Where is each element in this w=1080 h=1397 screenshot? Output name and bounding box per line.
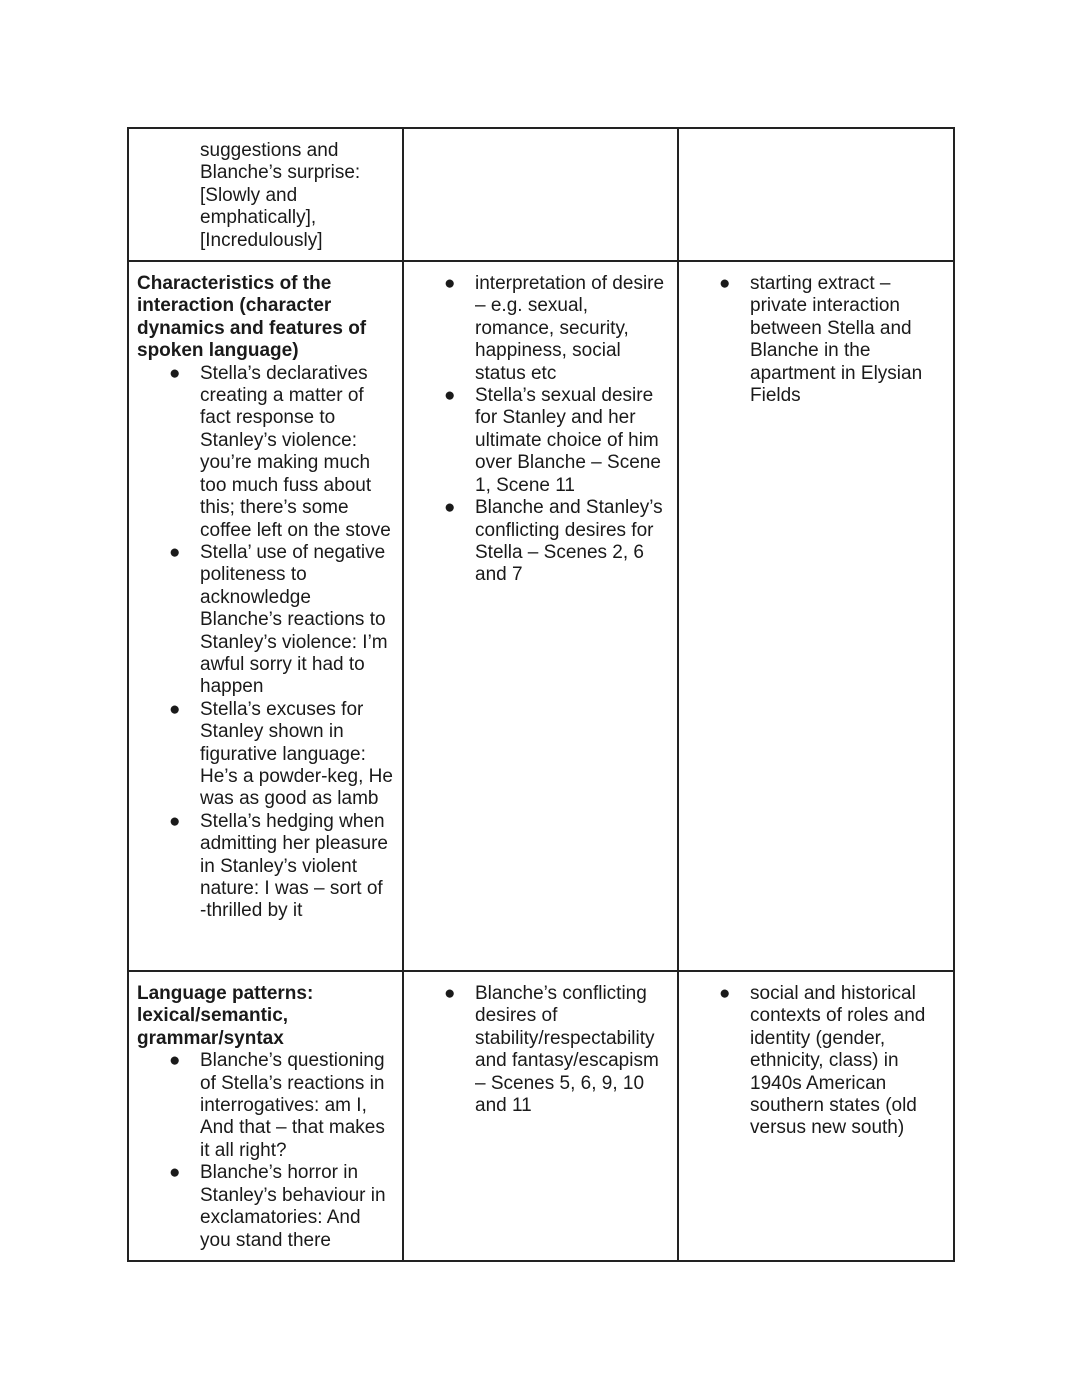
- bullet-icon: ●: [444, 273, 456, 295]
- notes-table: [127, 127, 955, 1262]
- bullet-icon: ●: [169, 1162, 181, 1184]
- list-item: ● Blanche and Stanley’s conflicting desires for Stella – Scenes 2, 6 and 7: [444, 497, 663, 586]
- list-item: ● Blanche’s horror in Stanley’s behaviour in exclamatories: And you stand there: [169, 1162, 386, 1251]
- table-cell: [128, 971, 403, 1261]
- bullet-list: [137, 363, 394, 923]
- cell-text: suggestions and Blanche’s surprise: [Slowly and emphatically], [Incredulously]: [200, 140, 361, 251]
- list-item: ● Stella’ use of negative politeness to acknowledge Blanche’s reactions to Stanley’s violence: I’m awful sorry it had to happen: [169, 541, 388, 698]
- section-heading: Characteristics of the interaction (character dynamics and features of spoken language): [137, 273, 367, 362]
- bullet-list: [687, 983, 945, 1140]
- bullet-list: [137, 1050, 394, 1252]
- table-cell: [403, 971, 678, 1261]
- table-cell: [403, 128, 678, 261]
- bullet-icon: ●: [444, 983, 456, 1005]
- bullet-list: [687, 273, 945, 407]
- bullet-icon: ●: [444, 497, 456, 519]
- table-row: [128, 261, 954, 971]
- bullet-icon: ●: [169, 541, 181, 563]
- list-item: ● Stella’s hedging when admitting her pleasure in Stanley’s violent nature: I was – sort of -thrilled by it: [169, 810, 388, 922]
- table-cell: [128, 261, 403, 971]
- bullet-icon: ●: [444, 385, 456, 407]
- bullet-list: [412, 273, 669, 587]
- list-item: ● interpretation of desire – e.g. sexual, romance, security, happiness, social status etc: [444, 273, 665, 384]
- bullet-icon: ●: [169, 1050, 181, 1072]
- list-item: ● Stella’s declaratives creating a matter of fact response to Stanley’s violence: you’re making much too much fuss about this; there’s some coffee left on the stove: [169, 362, 391, 541]
- list-item: ● Blanche’s questioning of Stella’s reactions in interrogatives: am I, And that – that makes it all right?: [169, 1050, 385, 1161]
- list-item: ● Stella’s sexual desire for Stanley and her ultimate choice of him over Blanche – Scene 1, Scene 11: [444, 385, 661, 496]
- list-item: ● starting extract – private interaction between Stella and Blanche in the apartment in Elysian Fields: [719, 273, 923, 407]
- bullet-icon: ●: [719, 983, 731, 1005]
- bullet-icon: ●: [169, 810, 181, 832]
- table-cell: [128, 128, 403, 261]
- bullet-icon: ●: [719, 273, 731, 295]
- table-cell: [678, 261, 954, 971]
- table-cell: [678, 971, 954, 1261]
- section-heading: Language patterns: lexical/semantic, grammar/syntax: [137, 983, 314, 1049]
- table-cell: [678, 128, 954, 261]
- list-item: ● social and historical contexts of roles and identity (gender, ethnicity, class) in 1940s American southern states (old versus new south): [719, 983, 926, 1139]
- list-item: ● Stella’s excuses for Stanley shown in figurative language: He’s a powder-keg, He was as good as lamb: [169, 698, 393, 810]
- table-row: [128, 971, 954, 1261]
- bullet-icon: ●: [169, 698, 181, 720]
- table-cell: [403, 261, 678, 971]
- list-item: ● Blanche’s conflicting desires of stability/respectability and fantasy/escapism – Scenes 5, 6, 9, 10 and 11: [444, 983, 659, 1117]
- bullet-list: [412, 983, 669, 1117]
- bullet-icon: ●: [169, 362, 181, 384]
- table-row: [128, 128, 954, 261]
